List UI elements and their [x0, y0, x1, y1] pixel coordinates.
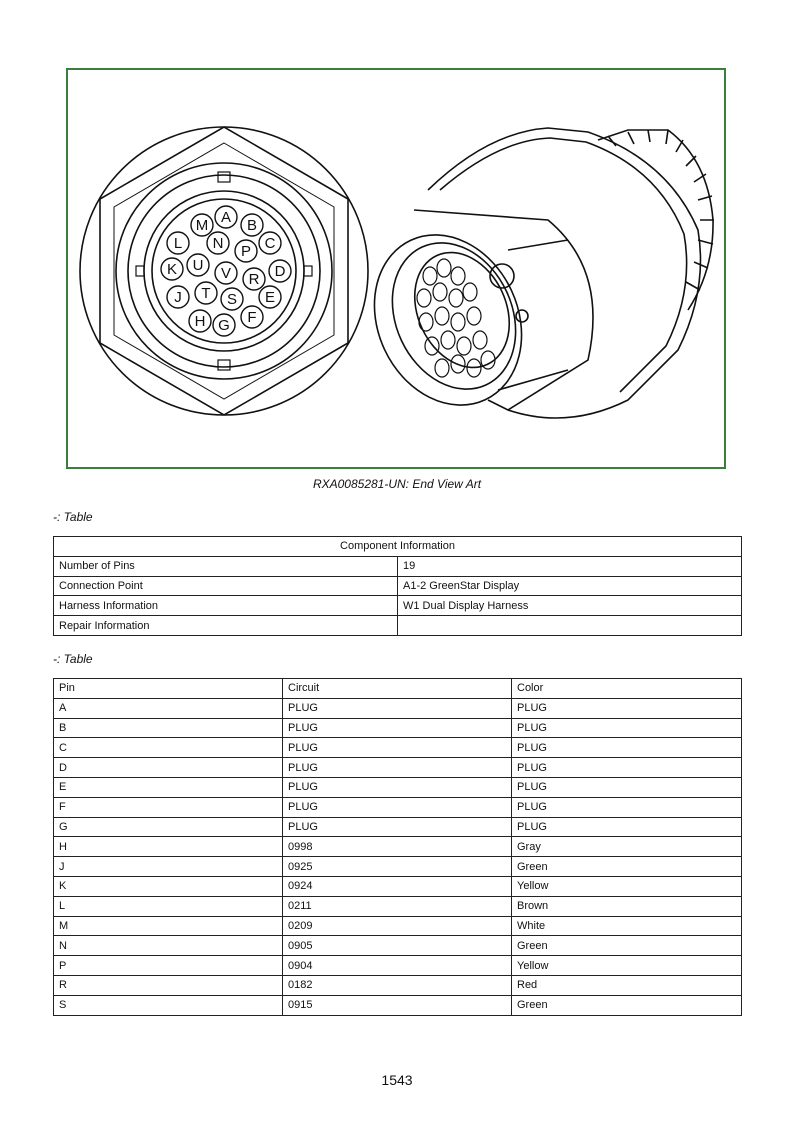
table-row	[54, 797, 742, 817]
pin-cell: B	[54, 718, 283, 738]
table-row	[54, 975, 742, 995]
row-value: 19	[398, 556, 742, 576]
table-row	[54, 596, 742, 616]
svg-text:K: K	[166, 261, 178, 278]
end-view-drawing	[80, 127, 368, 415]
column-header-color: Color	[512, 679, 742, 699]
circuit-cell: PLUG	[283, 758, 512, 778]
svg-text:H: H	[194, 313, 206, 330]
pin-k	[161, 258, 183, 280]
svg-text:L: L	[173, 235, 183, 252]
svg-text:J: J	[174, 289, 182, 306]
svg-text:M: M	[195, 217, 209, 234]
color-cell: Yellow	[512, 876, 742, 896]
svg-text:U: U	[192, 257, 204, 274]
svg-text:F: F	[247, 309, 257, 326]
circuit-cell: PLUG	[283, 777, 512, 797]
svg-text:P: P	[240, 243, 252, 260]
pin-l	[167, 232, 189, 254]
pin-table-label: -: Table	[53, 652, 93, 666]
connector-figure	[66, 68, 726, 469]
pin-cell: N	[54, 936, 283, 956]
pin-cell: J	[54, 857, 283, 877]
pin-v	[215, 262, 237, 284]
table-row	[54, 738, 742, 758]
color-cell: Green	[512, 995, 742, 1015]
figure-caption: RXA0085281-UN: End View Art	[312, 477, 482, 491]
table-row	[54, 857, 742, 877]
table-row	[54, 956, 742, 976]
row-key: Connection Point	[54, 576, 398, 596]
color-cell: White	[512, 916, 742, 936]
pin-h	[189, 310, 211, 332]
pin-g	[213, 314, 235, 336]
circuit-cell: PLUG	[283, 738, 512, 758]
pin-t	[195, 282, 217, 304]
color-cell: Red	[512, 975, 742, 995]
color-cell: PLUG	[512, 817, 742, 837]
color-cell: PLUG	[512, 797, 742, 817]
circuit-cell: 0209	[283, 916, 512, 936]
component-table-label: -: Table	[53, 510, 93, 524]
color-cell: Brown	[512, 896, 742, 916]
circuit-cell: 0211	[283, 896, 512, 916]
circuit-cell: 0904	[283, 956, 512, 976]
row-value	[398, 616, 742, 636]
row-key: Number of Pins	[54, 556, 398, 576]
table-row	[54, 916, 742, 936]
perspective-view-drawing	[347, 128, 714, 429]
table-row	[54, 576, 742, 596]
svg-text:S: S	[226, 291, 238, 308]
pin-cell: P	[54, 956, 283, 976]
svg-text:B: B	[246, 217, 258, 234]
svg-text:R: R	[248, 271, 260, 288]
pin-d	[269, 260, 291, 282]
pin-cell: C	[54, 738, 283, 758]
table-row	[54, 556, 742, 576]
color-cell: PLUG	[512, 777, 742, 797]
svg-text:V: V	[220, 265, 232, 282]
circuit-cell: 0925	[283, 857, 512, 877]
pin-cell: G	[54, 817, 283, 837]
pin-cell: S	[54, 995, 283, 1015]
pin-p	[235, 240, 257, 262]
pin-f	[241, 306, 263, 328]
circuit-cell: 0915	[283, 995, 512, 1015]
pin-cell: K	[54, 876, 283, 896]
table-row	[54, 698, 742, 718]
pin-cell: F	[54, 797, 283, 817]
color-cell: Gray	[512, 837, 742, 857]
color-cell: PLUG	[512, 718, 742, 738]
table-row	[54, 777, 742, 797]
row-key: Harness Information	[54, 596, 398, 616]
pin-e	[259, 286, 281, 308]
row-key: Repair Information	[54, 616, 398, 636]
pin-a	[215, 206, 237, 228]
component-information-table	[53, 536, 742, 636]
circuit-cell: PLUG	[283, 718, 512, 738]
pin-j	[167, 286, 189, 308]
svg-text:C: C	[264, 235, 276, 252]
table-row	[54, 718, 742, 738]
column-header-pin: Pin	[54, 679, 283, 699]
table-row	[54, 896, 742, 916]
table-row	[54, 837, 742, 857]
row-value: A1-2 GreenStar Display	[398, 576, 742, 596]
column-header-circuit: Circuit	[283, 679, 512, 699]
pin-cell: L	[54, 896, 283, 916]
color-cell: PLUG	[512, 738, 742, 758]
color-cell: PLUG	[512, 698, 742, 718]
pin-m	[191, 214, 213, 236]
table-row	[54, 995, 742, 1015]
connector-end-view-illustration	[68, 70, 724, 467]
pin-u	[187, 254, 209, 276]
circuit-cell: 0182	[283, 975, 512, 995]
svg-text:G: G	[218, 317, 230, 334]
color-cell: PLUG	[512, 758, 742, 778]
circuit-cell: 0924	[283, 876, 512, 896]
pin-cell: M	[54, 916, 283, 936]
pin-r	[243, 268, 265, 290]
pin-cell: H	[54, 837, 283, 857]
svg-text:A: A	[220, 209, 232, 226]
circuit-cell: PLUG	[283, 797, 512, 817]
table-row	[54, 817, 742, 837]
svg-text:D: D	[274, 263, 286, 280]
table-row	[54, 936, 742, 956]
pin-b	[241, 214, 263, 236]
pin-cell: R	[54, 975, 283, 995]
page-number: 1543	[381, 1072, 413, 1088]
circuit-cell: 0905	[283, 936, 512, 956]
pin-c	[259, 232, 281, 254]
circuit-cell: 0998	[283, 837, 512, 857]
color-cell: Yellow	[512, 956, 742, 976]
component-table-header: Component Information	[54, 537, 742, 557]
pin-layout	[161, 206, 291, 336]
circuit-cell: PLUG	[283, 817, 512, 837]
table-row	[54, 616, 742, 636]
pin-s	[221, 288, 243, 310]
pin-table-header-row	[54, 679, 742, 699]
color-cell: Green	[512, 857, 742, 877]
circuit-cell: PLUG	[283, 698, 512, 718]
svg-text:N: N	[212, 235, 224, 252]
table-row	[54, 758, 742, 778]
pin-cell: A	[54, 698, 283, 718]
pin-n	[207, 232, 229, 254]
pin-cell: D	[54, 758, 283, 778]
table-row	[54, 876, 742, 896]
pin-cell: E	[54, 777, 283, 797]
svg-text:T: T	[201, 285, 211, 302]
row-value: W1 Dual Display Harness	[398, 596, 742, 616]
pin-circuit-color-table	[53, 678, 742, 1016]
svg-text:E: E	[264, 289, 276, 306]
color-cell: Green	[512, 936, 742, 956]
